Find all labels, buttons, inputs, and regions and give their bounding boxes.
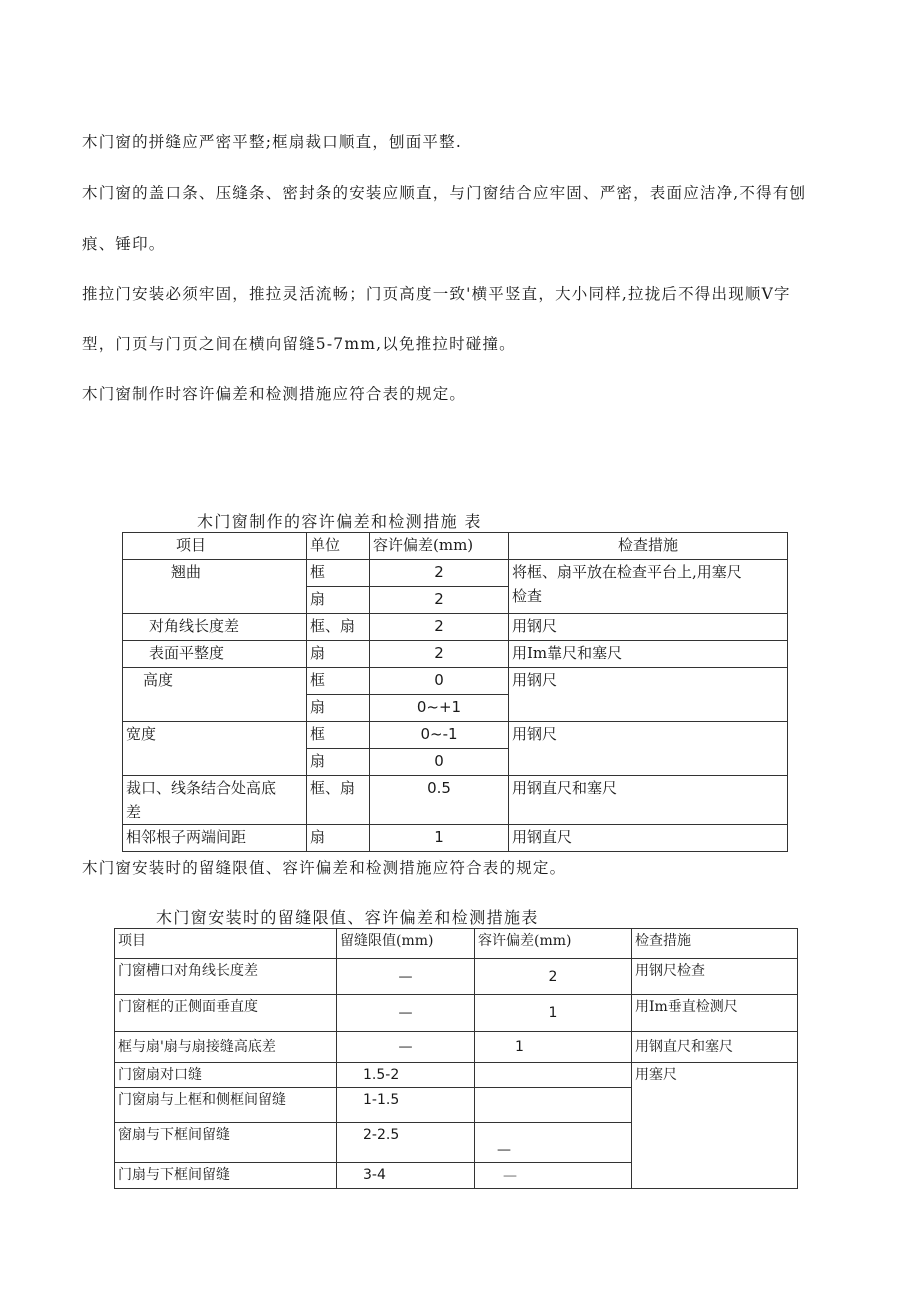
table1-method: 用钢尺 (509, 668, 788, 722)
table1-header-tolerance: 容许偏差(mm) (370, 533, 509, 560)
table1-item-flatness: 表面平整度 (123, 641, 307, 668)
table1-value: 0~-1 (370, 722, 509, 749)
table-row (123, 722, 788, 749)
table-row (123, 668, 788, 695)
table2-header-tolerance: 容许偏差(mm) (475, 929, 632, 959)
table1-value: 0 (370, 668, 509, 695)
table1-value: 1 (370, 825, 509, 852)
table2-limit: 3-4 (337, 1163, 475, 1189)
table1-item-spacing: 相邻根子两端间距 (123, 825, 307, 852)
table1-value: 2 (370, 560, 509, 587)
table2-limit: 1.5-2 (337, 1063, 475, 1088)
table1-item-rabbet-line2: 差 (126, 803, 142, 821)
table2-tolerance: 1 (475, 995, 632, 1032)
table1-unit: 扇 (307, 641, 370, 668)
table2-limit: 2-2.5 (337, 1123, 475, 1163)
table2-item: 门扇与下框间留缝 (115, 1163, 337, 1189)
table1-header-row (123, 533, 788, 560)
table2-header-item: 项目 (115, 929, 337, 959)
table1-method: 用钢尺 (509, 722, 788, 776)
table2-method: 用Im垂直检测尺 (632, 995, 798, 1032)
table2-limit: — (337, 959, 475, 995)
table1-item-warp: 翘曲 (123, 560, 307, 614)
paragraph-1: 木门窗的拼缝应严密平整;框扇裁口顺直，刨面平整. (82, 133, 462, 151)
table1-header-method: 检查措施 (509, 533, 788, 560)
table2-method: 用钢直尺和塞尺 (632, 1032, 798, 1063)
table1-item-diagonal: 对角线长度差 (123, 614, 307, 641)
table2-method: 用塞尺 (632, 1063, 798, 1189)
table-row (123, 614, 788, 641)
table1-method: 用钢直尺 (509, 825, 788, 852)
table2-header-row (115, 929, 798, 959)
table2-item: 门窗槽口对角线长度差 (115, 959, 337, 995)
table2-limit: 1-1.5 (337, 1088, 475, 1123)
table2-tolerance: — (475, 1163, 632, 1189)
table2-item: 门窗扇与上框和侧框间留缝 (115, 1088, 337, 1123)
table2-title: 木门窗安装时的留缝限值、容许偏差和检测措施表 (156, 908, 539, 927)
table-row (115, 1032, 798, 1063)
paragraph-2: 木门窗的盖口条、压缝条、密封条的安装应顺直，与门窗结合应牢固、严密，表面应洁净,不得有刨 (82, 184, 807, 202)
table1-value: 0.5 (370, 776, 509, 825)
table1-unit: 扇 (307, 695, 370, 722)
table1-unit: 扇 (307, 749, 370, 776)
table-row (123, 776, 788, 825)
table2-limit: — (337, 1032, 475, 1063)
table-row (123, 825, 788, 852)
table2-method: 用钢尺检查 (632, 959, 798, 995)
table2-tolerance (475, 1063, 632, 1088)
table1-unit: 框 (307, 722, 370, 749)
table2-item: 门窗扇对口缝 (115, 1063, 337, 1088)
table2-item: 框与扇'扇与扇接缝高底差 (115, 1032, 337, 1063)
table1-unit: 扇 (307, 587, 370, 614)
table1-unit: 框、扇 (307, 776, 370, 825)
table-row (115, 995, 798, 1032)
table1-unit: 扇 (307, 825, 370, 852)
table-row (123, 641, 788, 668)
table2-header-limit: 留缝限值(mm) (337, 929, 475, 959)
table1-method-warp-line2: 检查 (512, 587, 543, 605)
table2-limit: — (337, 995, 475, 1032)
table2-tolerance (475, 1088, 632, 1123)
table1-item-width: 宽度 (123, 722, 307, 776)
table-row (123, 560, 788, 587)
paragraph-2-cont: 痕、锤印。 (82, 235, 166, 253)
table1-unit: 框、扇 (307, 614, 370, 641)
table-row (115, 959, 798, 995)
table1-method: 用Im靠尺和塞尺 (509, 641, 788, 668)
table-row (115, 1063, 798, 1088)
table1-item-rabbet (123, 776, 307, 825)
table1-method: 用钢尺 (509, 614, 788, 641)
table2-tolerance: — (475, 1123, 632, 1163)
table1-header-unit: 单位 (307, 533, 370, 560)
table2 (114, 928, 798, 1189)
paragraph-3-cont: 型，门页与门页之间在横向留缝5-7mm,以免推拉时碰撞。 (82, 335, 516, 353)
table1-method-warp (509, 560, 788, 614)
table2-caption: 木门窗安装时的留缝限值、容许偏差和检测措施应符合表的规定。 (82, 859, 567, 877)
table1-item-rabbet-line1: 裁口、线条结合处高底 (126, 779, 277, 797)
table1-value: 2 (370, 614, 509, 641)
paragraph-4: 木门窗制作时容许偏差和检测措施应符合表的规定。 (82, 385, 467, 403)
table1-title: 木门窗制作的容许偏差和检测措施 表 (197, 512, 482, 531)
table2-item: 门窗框的正侧面垂直度 (115, 995, 337, 1032)
table1 (122, 532, 788, 852)
table1-value: 0 (370, 749, 509, 776)
table2-item: 窗扇与下框间留缝 (115, 1123, 337, 1163)
paragraph-3: 推拉门安装必须牢固，推拉灵活流畅；门页高度一致'横平竖直，大小同样,拉拢后不得出现顺V字 (82, 285, 791, 303)
table1-method: 用钢直尺和塞尺 (509, 776, 788, 825)
table2-tolerance: 1 (475, 1032, 632, 1063)
table1-item-height: 高度 (123, 668, 307, 722)
table1-value: 0~+1 (370, 695, 509, 722)
table1-unit: 框 (307, 668, 370, 695)
table1-method-warp-line1: 将框、扇平放在检查平台上,用塞尺 (512, 563, 742, 581)
table2-tolerance: 2 (475, 959, 632, 995)
table1-header-item: 项目 (123, 533, 307, 560)
table2-header-method: 检查措施 (632, 929, 798, 959)
table1-unit: 框 (307, 560, 370, 587)
table1-value: 2 (370, 587, 509, 614)
table1-value: 2 (370, 641, 509, 668)
